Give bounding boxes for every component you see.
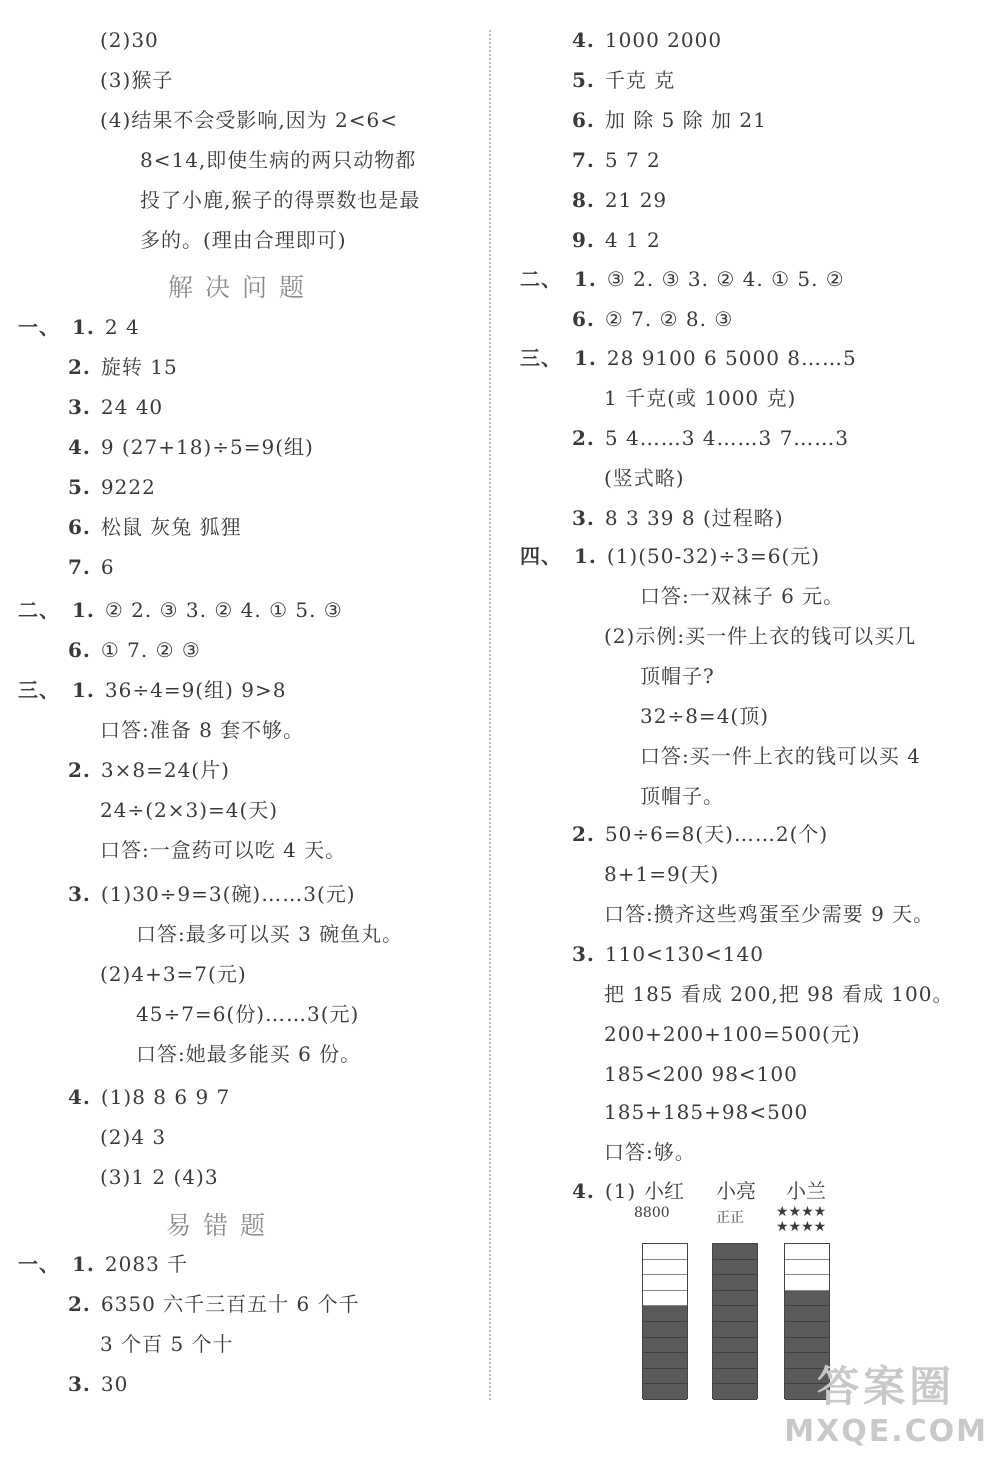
answer-text: 2083 千 [104,1252,189,1276]
question-number: 6. [68,515,91,539]
answer-text: 6350 六千三百五十 6 个千 [100,1292,360,1316]
answer-text: 口答:攒齐这些鸡蛋至少需要 9 天。 [604,902,935,926]
left-answer-line [18,1250,188,1278]
question-number: 1. [72,1252,95,1276]
chart-bar-cell [643,1291,687,1307]
tally-mark-xiaohong: 8800 [634,1205,670,1221]
question-number: 4. [572,28,595,52]
right-answer-line [604,384,796,412]
right-answer-line [572,820,828,848]
right-answer-line [604,900,934,928]
answer-text: 加 除 5 除 加 21 [604,108,767,132]
answer-text: 36÷4=9(组) 9>8 [104,678,287,702]
chart-bar-cell [785,1338,829,1354]
section-number: 二、 [520,267,562,291]
section-number: 三、 [18,678,60,702]
right-answer-line [520,265,845,293]
answer-text: 21 29 [604,188,668,212]
answer-text: 185<200 98<100 [604,1062,798,1086]
question-number: 6. [68,638,91,662]
tally-mark-xiaolan: ★★★★ ★★★★ [776,1204,827,1235]
question-number: 1. [574,346,597,370]
chart-bar-cell [713,1353,757,1369]
answer-text: (3)1 2 (4)3 [100,1165,219,1189]
question-number: 1. [72,678,95,702]
right-answer-line [640,662,715,690]
question-number: 1. [72,315,95,339]
question-number: 8. [572,188,595,212]
answer-text: ② 7. ② 8. ③ [604,307,734,331]
right-answer-line [572,186,667,214]
answer-text: 口答:够。 [604,1140,696,1164]
answer-text: (1)8 8 6 9 7 [100,1085,231,1109]
left-answer-line [136,1000,359,1028]
right-answer-line [572,146,661,174]
right-answer-line [640,702,769,730]
answer-text: 旋转 15 [100,355,178,379]
left-answer-line [68,553,115,581]
question-number: 6. [572,108,595,132]
answer-text: 口答:一盒药可以吃 4 天。 [100,838,347,862]
right-answer-line [604,622,916,650]
left-answer-line [100,1330,234,1358]
chart-bar-cell [643,1353,687,1369]
left-answer-line [68,353,178,381]
chart-name-xiaoliang: 小亮 [716,1179,756,1203]
answer-text: 110<130<140 [604,942,764,966]
answer-text: 8+1=9(天) [604,862,720,886]
left-answer-line [140,146,416,174]
answer-text: 投了小鹿,猴子的得票数也是最 [140,188,421,212]
chart-bar-cell [643,1275,687,1291]
chart-bar-cell [713,1306,757,1322]
answer-text: 9222 [100,475,156,499]
question-number: 3. [572,506,595,530]
chart-bar-cell [643,1260,687,1276]
question-number: 1. [574,267,597,291]
question-number: 7. [68,555,91,579]
watermark [784,1354,988,1449]
section-number: 四、 [520,544,562,568]
left-answer-line [68,433,314,461]
right-answer-line [640,782,724,810]
right-answer-line [604,1138,696,1166]
answer-text: 口答:她最多能买 6 份。 [136,1042,362,1066]
answer-text: 1 千克(或 1000 克) [604,386,797,410]
question-number: 2. [68,758,91,782]
left-answer-line [100,836,346,864]
answer-text: ② 2. ③ 3. ② 4. ① 5. ③ [104,598,343,622]
left-answer-line [140,186,420,214]
chart-bar-xiaoliang [712,1243,758,1399]
left-answer-line [140,226,347,254]
right-answer-line [604,1098,808,1126]
answer-text: (竖式略) [604,466,685,490]
answer-text: 口答:买一件上衣的钱可以买 4 [640,744,921,768]
answer-text: 8<14,即使生病的两只动物都 [140,148,417,172]
question-number: 9. [572,228,595,252]
right-answer-line [572,66,675,94]
answer-text: 口答:一双袜子 6 元。 [640,584,845,608]
answer-text: (1)30÷9=3(碗)……3(元) [100,882,356,906]
chart-bar-cell [643,1306,687,1322]
question-number: 1. [574,544,597,568]
answer-text: (2)示例:买一件上衣的钱可以买几 [604,624,917,648]
question-number: 2. [68,1292,91,1316]
chart-bar-cell [713,1338,757,1354]
answer-text: 3×8=24(片) [100,758,230,782]
chart-bar-xiaohong [642,1243,688,1399]
answer-text: 24 40 [100,395,164,419]
right-answer-line [604,1060,798,1088]
left-answer-line [100,106,398,134]
left-answer-line [100,66,173,94]
section-number: 一、 [18,315,60,339]
answer-text: 50÷6=8(天)……2(个) [604,822,829,846]
answer-text: 口答:最多可以买 3 碗鱼丸。 [136,922,404,946]
left-answer-line [68,393,163,421]
right-answer-line [604,860,719,888]
question-number: 4. [68,435,91,459]
answer-text: (2)4+3=7(元) [100,962,247,986]
chart-bar-cell [713,1275,757,1291]
question-number: 7. [572,148,595,172]
answer-text: 3 个百 5 个十 [100,1332,234,1356]
right-answer-line [572,305,733,333]
left-answer-line [100,716,304,744]
right-answer-line [604,464,685,492]
right-answer-line [604,980,953,1008]
question-number: 3. [68,882,91,906]
answer-text: 9 (27+18)÷5=9(组) [100,435,314,459]
section-number: 二、 [18,598,60,622]
answer-text: 30 [100,1372,129,1396]
left-answer-line [136,1040,361,1068]
chart-bar-cell [643,1244,687,1260]
column-divider [489,30,491,1400]
answer-text: ① 7. ② ③ [100,638,201,662]
left-answer-line [18,596,343,624]
right-answer-line [572,106,767,134]
left-answer-line [68,1083,230,1111]
left-answer-line [18,676,286,704]
right-answer-line [520,542,820,570]
right-answer-line [572,504,784,532]
tally-mark-xiaoliang: 正正 [716,1210,744,1226]
answer-text: 28 9100 6 5000 8……5 [606,346,857,370]
left-answer-line [68,636,201,664]
answer-text: 8 3 39 8 (过程略) [604,506,784,530]
chart-bar-cell [713,1260,757,1276]
right-answer-line [572,424,849,452]
chart-bar-cell [713,1322,757,1338]
answer-text: 松鼠 灰兔 狐狸 [100,515,242,539]
chart-bar-cell [785,1291,829,1307]
left-answer-line [18,313,140,341]
left-answer-line [100,26,159,54]
answer-text: 200+200+100=500(元) [604,1022,861,1046]
answer-text: 185+185+98<500 [604,1100,809,1124]
answer-text: 32÷8=4(顶) [640,704,770,728]
answer-text: 顶帽子。 [640,784,724,808]
answer-text: 1000 2000 [604,28,723,52]
answer-text: 顶帽子? [640,664,715,688]
left-answer-line [100,1163,219,1191]
right-answer-line [640,742,921,770]
section-heading-error-prone: 易错题 [166,1211,278,1240]
left-answer-line [68,513,242,541]
right-answer-line [572,226,661,254]
question-number: 2. [572,426,595,450]
chart-bar-cell [785,1260,829,1276]
chart-bar-cell [785,1306,829,1322]
chart-bar-cell [785,1322,829,1338]
watermark-url: MXQE.COM [784,1414,988,1449]
right-answer-line [604,1020,861,1048]
question-number: 2. [68,355,91,379]
chart-bar-cell [713,1244,757,1260]
answer-text: 口答:准备 8 套不够。 [100,718,305,742]
section-number: 三、 [520,346,562,370]
chart-bar-cell [713,1384,757,1400]
question-number: 3. [68,395,91,419]
answer-text: 千克 克 [604,68,676,92]
left-answer-line [68,473,156,501]
chart-name-xiaohong: 小红 [644,1179,684,1203]
left-answer-line [136,920,403,948]
question-number: 1. [72,598,95,622]
answer-text: 5 4……3 4……3 7……3 [604,426,850,450]
question-number: 5. [68,475,91,499]
answer-text: 2 4 [104,315,140,339]
watermark-logo-text: 答案圈 [817,1362,956,1411]
right-answer-line [520,344,857,372]
answer-text: 5 7 2 [604,148,661,172]
question-number: 3. [572,942,595,966]
answer-text: (4)结果不会受影响,因为 2<6< [100,108,399,132]
chart-bar-cell [785,1275,829,1291]
right-answer-line [572,26,722,54]
answer-text: 多的。(理由合理即可) [140,228,347,252]
chart-name-xiaolan: 小兰 [786,1179,826,1203]
question-number: 3. [68,1372,91,1396]
question-number: 4. [68,1085,91,1109]
answer-text: (1) [604,1179,637,1203]
section-number: 一、 [18,1252,60,1276]
question-number: 4. [572,1179,595,1203]
left-answer-line [100,796,278,824]
answer-text: 4 1 2 [604,228,661,252]
answer-text: 6 [100,555,115,579]
right-answer-line [640,582,844,610]
answer-text: (1)(50-32)÷3=6(元) [606,544,821,568]
section-heading-solve-problems: 解决问题 [168,273,317,302]
chart-bar-cell [643,1322,687,1338]
answer-text: (2)4 3 [100,1125,167,1149]
left-answer-line [100,960,247,988]
answer-text: 45÷7=6(份)……3(元) [136,1002,360,1026]
chart-bar-cell [785,1244,829,1260]
chart-bar-cell [643,1384,687,1400]
chart-bar-cell [643,1369,687,1385]
answer-text: 24÷(2×3)=4(天) [100,798,279,822]
chart-bar-cell [643,1338,687,1354]
answer-text: (3)猴子 [100,68,174,92]
question-number: 5. [572,68,595,92]
question-number: 6. [572,307,595,331]
left-answer-line [68,1290,360,1318]
left-answer-line [68,1370,128,1398]
answer-text: ③ 2. ③ 3. ② 4. ① 5. ② [606,267,845,291]
chart-bar-cell [713,1369,757,1385]
answer-text: 把 185 看成 200,把 98 看成 100。 [604,982,954,1006]
question-number: 2. [572,822,595,846]
left-answer-line [68,880,356,908]
right-answer-line [572,940,764,968]
chart-bar-cell [713,1291,757,1307]
left-answer-line [68,756,230,784]
answer-text: (2)30 [100,28,159,52]
left-answer-line [100,1123,166,1151]
